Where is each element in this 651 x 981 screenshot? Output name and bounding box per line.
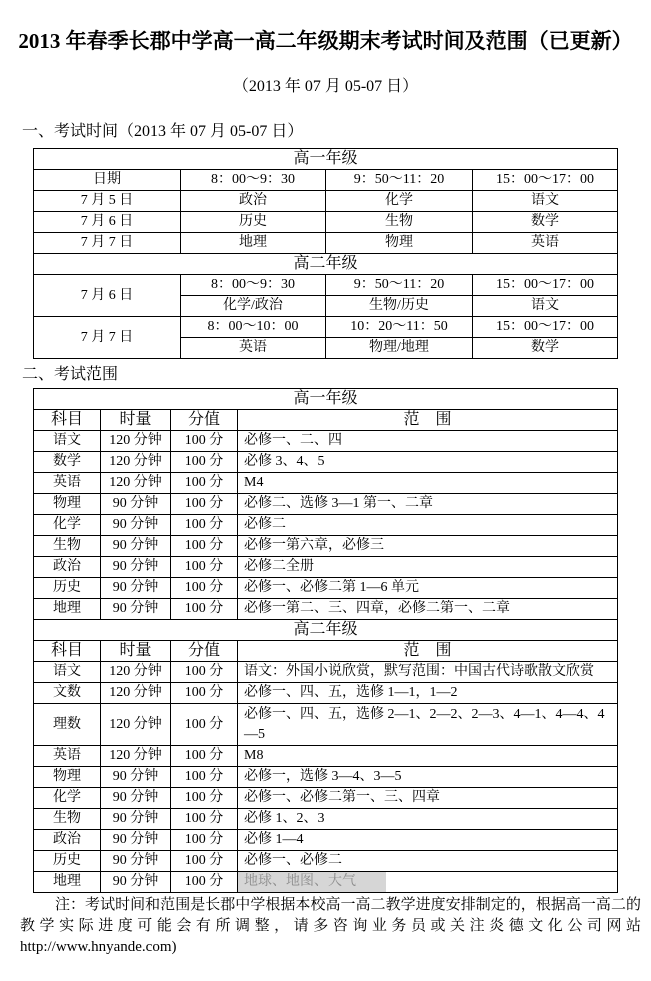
subject-cell: 英语 (181, 338, 326, 359)
time-slot-cell: 10：20～11：50 (326, 317, 473, 338)
score-cell: 100 分 (171, 662, 238, 683)
subject-cell: 地理 (181, 233, 326, 254)
score-cell: 100 分 (171, 431, 238, 452)
table-row (34, 494, 618, 515)
score-cell: 100 分 (171, 704, 238, 746)
table-row (34, 599, 618, 620)
duration-cell: 120 分钟 (101, 683, 171, 704)
range-cell: M4 (238, 473, 618, 494)
range-cell: 必修一、二、四 (238, 431, 618, 452)
time-slot-cell: 9：50～11：20 (326, 275, 473, 296)
subject-cell: 英语 (473, 233, 618, 254)
duration-cell: 90 分钟 (101, 557, 171, 578)
section-heading-exam-scope: 二、考试范围 (22, 366, 119, 383)
subject-cell: 政治 (34, 830, 101, 851)
column-header-subject: 科目 (34, 641, 101, 662)
duration-cell: 90 分钟 (101, 767, 171, 788)
duration-cell: 120 分钟 (101, 473, 171, 494)
range-cell: 必修二、选修 3—1 第一、二章 (238, 494, 618, 515)
range-cell: 语文：外国小说欣赏，默写范围：中国古代诗歌散文欣赏 (238, 662, 618, 683)
range-cell: 必修一、必修二第 1—6 单元 (238, 578, 618, 599)
table-row (34, 254, 618, 275)
subject-cell: 英语 (34, 473, 101, 494)
page-subtitle: （2013 年 07 月 05-07 日） (232, 78, 419, 95)
subject-cell: 化学 (34, 788, 101, 809)
footnote-text: 注：考试时间和范围是长郡中学根据本校高一高二教学进度安排制定的，根据高一高二的教学实际进度可能会有所调整，请多咨询业务员或关注炎德文化公司网站 http://www.hnyande.com) (20, 897, 641, 955)
table-row (34, 557, 618, 578)
subject-cell: 化学 (326, 191, 473, 212)
time-slot-cell: 8：00～10：00 (181, 317, 326, 338)
time-slot-cell: 15：00～17：00 (473, 317, 618, 338)
table-row (34, 788, 618, 809)
table-row (34, 851, 618, 872)
exam-scope-table (33, 388, 618, 893)
duration-cell: 90 分钟 (101, 851, 171, 872)
column-header-score: 分值 (171, 410, 238, 431)
subject-cell: 地理 (34, 872, 101, 893)
table-row (34, 473, 618, 494)
subject-cell: 语文 (473, 296, 618, 317)
range-cell: 必修 1、2、3 (238, 809, 618, 830)
table-row (34, 704, 618, 746)
grade1-title-cell: 高一年级 (34, 149, 618, 170)
subject-cell: 语文 (473, 191, 618, 212)
subject-cell: 生物 (326, 212, 473, 233)
table-row (34, 662, 618, 683)
score-cell: 100 分 (171, 746, 238, 767)
subject-cell: 物理 (326, 233, 473, 254)
range-cell: 必修一第六章，必修三 (238, 536, 618, 557)
subject-cell: 化学 (34, 515, 101, 536)
score-cell: 100 分 (171, 851, 238, 872)
duration-cell: 90 分钟 (101, 536, 171, 557)
table-row (34, 683, 618, 704)
table-row (34, 317, 618, 338)
section-heading-exam-time: 一、考试时间（2013 年 07 月 05-07 日） (22, 123, 304, 140)
column-header-score: 分值 (171, 641, 238, 662)
page-title: 2013 年春季长郡中学高一高二年级期末考试时间及范围（已更新） (18, 29, 633, 53)
subject-cell: 数学 (473, 338, 618, 359)
range-cell: 必修二全册 (238, 557, 618, 578)
duration-cell: 90 分钟 (101, 788, 171, 809)
table-row (34, 410, 618, 431)
duration-cell: 120 分钟 (101, 662, 171, 683)
table-row (34, 578, 618, 599)
range-cell: 必修一，选修 3—4、3—5 (238, 767, 618, 788)
table-row (34, 275, 618, 296)
range-cell: 必修一、四、五，选修 1—1，1—2 (238, 683, 618, 704)
time-slot-cell: 15：00～17：00 (473, 275, 618, 296)
range-cell (238, 872, 618, 893)
score-cell: 100 分 (171, 578, 238, 599)
duration-cell: 90 分钟 (101, 872, 171, 893)
date-cell: 7 月 6 日 (34, 212, 181, 233)
highlighted-range-text: 地球、地图、大气 (238, 872, 386, 892)
table-row (34, 431, 618, 452)
column-header-subject: 科目 (34, 410, 101, 431)
duration-cell: 120 分钟 (101, 704, 171, 746)
duration-cell: 120 分钟 (101, 746, 171, 767)
subject-cell: 政治 (181, 191, 326, 212)
table-row (34, 809, 618, 830)
table-row (34, 872, 618, 893)
subject-cell: 数学 (473, 212, 618, 233)
date-header-cell: 日期 (34, 170, 181, 191)
table-row (34, 830, 618, 851)
duration-cell: 90 分钟 (101, 599, 171, 620)
subject-cell: 政治 (34, 557, 101, 578)
table-row (34, 212, 618, 233)
time-slot-cell: 15：00～17：00 (473, 170, 618, 191)
time-slot-cell: 8：00～9：30 (181, 275, 326, 296)
exam-time-table (33, 148, 618, 359)
table-row (34, 767, 618, 788)
table-row (34, 233, 618, 254)
table-row (34, 620, 618, 641)
column-header-range: 范 围 (238, 641, 618, 662)
table-row (34, 170, 618, 191)
score-cell: 100 分 (171, 494, 238, 515)
column-header-range: 范 围 (238, 410, 618, 431)
score-cell: 100 分 (171, 452, 238, 473)
range-cell: 必修二 (238, 515, 618, 536)
table-row (34, 515, 618, 536)
table-row (34, 746, 618, 767)
subject-cell: 生物 (34, 536, 101, 557)
range-cell: 必修一、必修二第一、三、四章 (238, 788, 618, 809)
range-cell: 必修一、四、五，选修 2—1、2—2、2—3、4—1、4—4、4—5 (238, 704, 618, 746)
score-cell: 100 分 (171, 599, 238, 620)
score-cell: 100 分 (171, 809, 238, 830)
subject-cell: 文数 (34, 683, 101, 704)
time-slot-cell: 9：50～11：20 (326, 170, 473, 191)
subject-cell: 历史 (34, 578, 101, 599)
column-header-duration: 时量 (101, 410, 171, 431)
subject-cell: 地理 (34, 599, 101, 620)
subject-cell: 历史 (34, 851, 101, 872)
score-cell: 100 分 (171, 536, 238, 557)
grade1-title-cell: 高一年级 (34, 389, 618, 410)
grade2-title-cell: 高二年级 (34, 620, 618, 641)
date-cell: 7 月 6 日 (34, 275, 181, 317)
duration-cell: 90 分钟 (101, 578, 171, 599)
range-cell: M8 (238, 746, 618, 767)
duration-cell: 90 分钟 (101, 515, 171, 536)
date-cell: 7 月 7 日 (34, 317, 181, 359)
date-cell: 7 月 5 日 (34, 191, 181, 212)
duration-cell: 90 分钟 (101, 809, 171, 830)
date-cell: 7 月 7 日 (34, 233, 181, 254)
score-cell: 100 分 (171, 683, 238, 704)
subject-cell: 物理 (34, 494, 101, 515)
table-row (34, 641, 618, 662)
time-slot-cell: 8：00～9：30 (181, 170, 326, 191)
table-row (34, 452, 618, 473)
range-cell: 必修 3、4、5 (238, 452, 618, 473)
grade2-title-cell: 高二年级 (34, 254, 618, 275)
score-cell: 100 分 (171, 788, 238, 809)
subject-cell: 语文 (34, 431, 101, 452)
subject-cell: 理数 (34, 704, 101, 746)
score-cell: 100 分 (171, 515, 238, 536)
table-row (34, 536, 618, 557)
range-cell: 必修一、必修二 (238, 851, 618, 872)
subject-cell: 英语 (34, 746, 101, 767)
score-cell: 100 分 (171, 830, 238, 851)
subject-cell: 生物/历史 (326, 296, 473, 317)
subject-cell: 历史 (181, 212, 326, 233)
subject-cell: 物理 (34, 767, 101, 788)
subject-cell: 生物 (34, 809, 101, 830)
duration-cell: 120 分钟 (101, 431, 171, 452)
table-row (34, 389, 618, 410)
duration-cell: 120 分钟 (101, 452, 171, 473)
subject-cell: 物理/地理 (326, 338, 473, 359)
subject-cell: 数学 (34, 452, 101, 473)
subject-cell: 化学/政治 (181, 296, 326, 317)
duration-cell: 90 分钟 (101, 830, 171, 851)
score-cell: 100 分 (171, 557, 238, 578)
table-row (34, 191, 618, 212)
score-cell: 100 分 (171, 872, 238, 893)
range-cell: 必修 1—4 (238, 830, 618, 851)
duration-cell: 90 分钟 (101, 494, 171, 515)
score-cell: 100 分 (171, 473, 238, 494)
table-row (34, 149, 618, 170)
subject-cell: 语文 (34, 662, 101, 683)
range-cell: 必修一第二、三、四章，必修二第一、二章 (238, 599, 618, 620)
column-header-duration: 时量 (101, 641, 171, 662)
score-cell: 100 分 (171, 767, 238, 788)
